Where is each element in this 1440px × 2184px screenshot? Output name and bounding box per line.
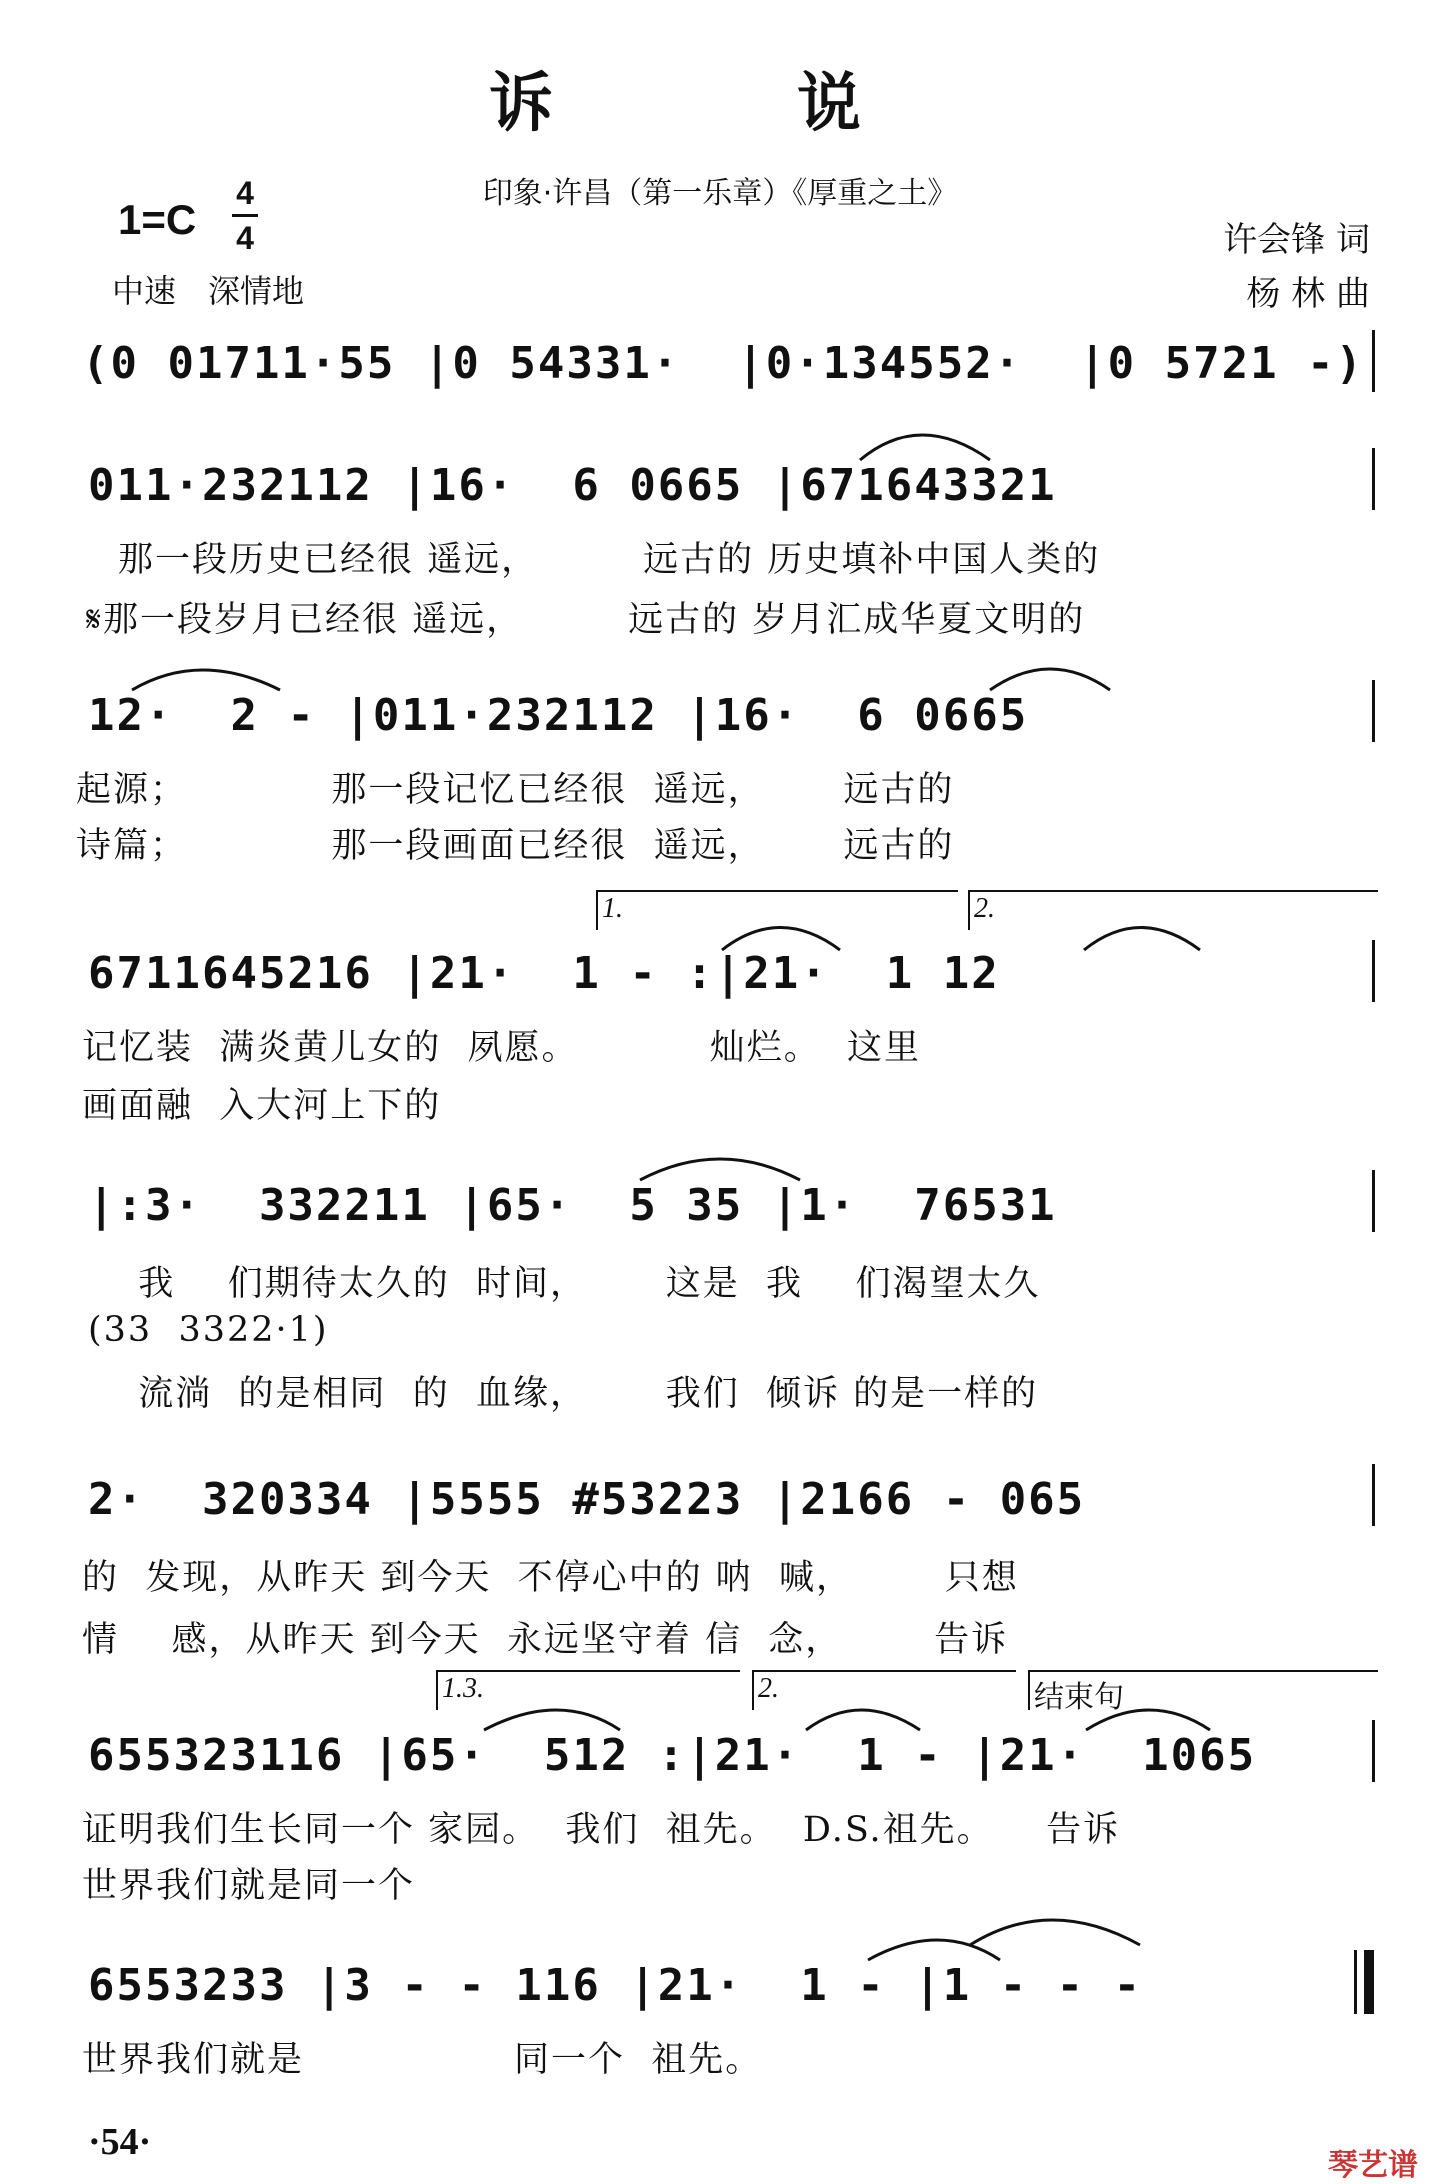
system-5-lyrics-1: 我 们期待太久的 时间， 这是 我 们渴望太久 — [112, 1264, 1041, 1304]
song-title: 诉 说 — [489, 66, 951, 141]
system-3-lyrics-1: 起源； 那一段记忆已经很 遥远， 远古的 — [76, 770, 955, 810]
system-6-lyrics-2: 情 感，从昨天 到今天 永远坚守着 信 念， 告诉 — [82, 1620, 1009, 1660]
system-4-lyrics-1: 记忆装 满炎黄儿女的 夙愿。 灿烂。 这里 — [82, 1028, 922, 1068]
page-number: ·54· — [88, 2121, 152, 2163]
system-7-notes: 655323116 |65· 512 :|21· 1 - |21· 1065 — [88, 1730, 1257, 1781]
tempo-marking: 中速 深情地 — [112, 272, 305, 310]
watermark-logo: 琴艺谱 — [1328, 2148, 1418, 2183]
slur — [132, 670, 280, 690]
system-7-lyrics-1: 证明我们生长同一个 家园。 我们 祖先。 D.S.祖先。 告诉 — [82, 1810, 1121, 1850]
system-4-lyrics-2: 画面融 入大河上下的 — [82, 1086, 442, 1126]
slur — [860, 435, 990, 460]
slur — [970, 1920, 1140, 1945]
volta-1-3-label: 1.3. — [442, 1673, 484, 1704]
subtitle: 印象·许昌（第一乐章）《厚重之土》 — [482, 176, 958, 211]
system-3-notes: 12· 2 - |011·232112 |16· 6 0665 — [88, 690, 1029, 741]
time-signature-bottom: 4 — [236, 220, 254, 256]
system-8-notes: 6553233 |3 - - 116 |21· 1 - |1 - - - — [88, 1960, 1143, 2011]
volta-2-label: 2. — [974, 893, 995, 924]
slur — [722, 928, 840, 951]
key-signature: 1=C — [118, 196, 197, 243]
composer-credit: 杨 林 曲 — [1246, 274, 1370, 314]
slur — [1086, 1710, 1210, 1730]
system-5-lyrics-2: (33 3322·1) — [88, 1310, 329, 1350]
system-2-lyrics-1: 那一段历史已经很 遥远， 远古的 历史填补中国人类的 — [118, 540, 1101, 580]
slur — [1084, 928, 1200, 951]
system-6-notes: 2· 320334 |5555 #53223 |2166 - 065 — [88, 1474, 1086, 1525]
system-5-notes: |:3· 332211 |65· 5 35 |1· 76531 — [88, 1180, 1057, 1231]
slur — [640, 1159, 800, 1180]
slur — [990, 669, 1110, 690]
slur — [484, 1710, 620, 1730]
lyricist-credit: 许会锋 词 — [1223, 220, 1370, 260]
system-8-lyrics-1: 世界我们就是 同一个 祖先。 — [82, 2040, 763, 2080]
system-4-notes: 6711645216 |21· 1 - :|21· 1 12 — [88, 948, 1000, 999]
slur — [868, 1940, 1000, 1960]
system-1-notes: (0 01711·55 |0 54331· |0·134552· |0 5721 -) — [82, 338, 1365, 389]
time-signature-top: 4 — [236, 175, 254, 211]
system-2-lyrics-2: 𝄋那一段岁月已经很 遥远， 远古的 岁月汇成华夏文明的 — [86, 600, 1086, 640]
system-7-lyrics-2: 世界我们就是同一个 — [82, 1866, 416, 1906]
volta-2-label: 2. — [758, 1673, 779, 1704]
ending-label: 结束句 — [1034, 1680, 1124, 1715]
system-5-lyrics-3: 流淌 的是相同 的 血缘， 我们 倾诉 的是一样的 — [112, 1374, 1039, 1414]
system-6-lyrics-1: 的 发现，从昨天 到今天 不停心中的 呐 喊， 只想 — [82, 1558, 1019, 1598]
volta-1-label: 1. — [602, 893, 623, 924]
system-3-lyrics-2: 诗篇； 那一段画面已经很 遥远， 远古的 — [76, 826, 955, 866]
slur — [806, 1710, 920, 1730]
system-2-notes: 011·232112 |16· 6 0665 |671643321 — [88, 460, 1057, 511]
